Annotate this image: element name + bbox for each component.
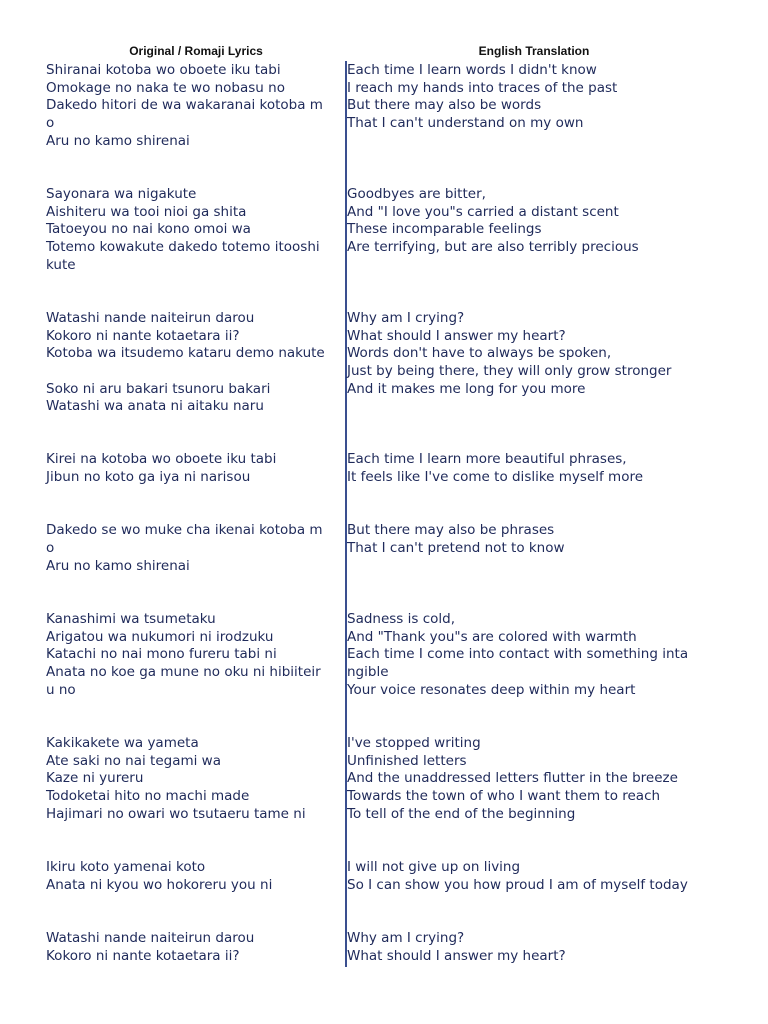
romaji-line: Ate saki no nai tegami wa (46, 753, 221, 769)
romaji-line: Watashi wa anata ni aitaku naru (46, 398, 264, 414)
romaji-line: Anata ni kyou wo hokoreru you ni (46, 877, 273, 893)
translation-line: Each time I come into contact with something inta (347, 646, 689, 662)
romaji-line: Ikiru koto yamenai koto (46, 859, 206, 875)
romaji-line: Shiranai kotoba wo oboete iku tabi (46, 62, 281, 78)
romaji-line: Sayonara wa nigakute (46, 186, 197, 202)
translation-line: So I can show you how proud I am of myself today (347, 877, 688, 893)
header-original-romaji: Original / Romaji Lyrics (129, 44, 263, 58)
romaji-line: Katachi no nai mono fureru tabi ni (46, 646, 277, 662)
romaji-line: kute (46, 257, 76, 273)
romaji-line: Soko ni aru bakari tsunoru bakari (46, 381, 271, 397)
translation-line: And "I love you"s carried a distant scent (347, 204, 619, 220)
translation-line: Sadness is cold, (347, 611, 455, 627)
romaji-line: Tatoeyou no nai kono omoi wa (46, 221, 251, 237)
translation-line: What should I answer my heart? (347, 328, 566, 344)
romaji-line: Kaze ni yureru (46, 770, 144, 786)
romaji-line: Todoketai hito no machi made (46, 788, 250, 804)
header-english-translation: English Translation (478, 44, 590, 58)
romaji-line: o (46, 115, 55, 131)
translation-line: To tell of the end of the beginning (347, 806, 576, 822)
translation-line: Why am I crying? (347, 930, 465, 946)
translation-line: Unfinished letters (347, 753, 467, 769)
translation-line: Why am I crying? (347, 310, 465, 326)
romaji-line: Kanashimi wa tsumetaku (46, 611, 216, 627)
romaji-line: Aishiteru wa tooi nioi ga shita (46, 204, 247, 220)
translation-line: Goodbyes are bitter, (347, 186, 486, 202)
romaji-line: Dakedo hitori de wa wakaranai kotoba m (46, 97, 323, 113)
translation-line: It feels like I've come to dislike myself more (347, 469, 644, 485)
translation-line: And it makes me long for you more (347, 381, 586, 397)
translation-line: Each time I learn words I didn't know (347, 62, 597, 78)
romaji-line: Omokage no naka te wo nobasu no (46, 80, 285, 96)
romaji-line: Kakikakete wa yameta (46, 735, 199, 751)
translation-line: Each time I learn more beautiful phrases, (347, 451, 627, 467)
romaji-line: Aru no kamo shirenai (46, 558, 190, 574)
romaji-line: Anata no koe ga mune no oku ni hibiiteir (46, 664, 321, 680)
romaji-line: Jibun no koto ga iya ni narisou (46, 469, 251, 485)
romaji-line: Kokoro ni nante kotaetara ii? (46, 948, 240, 964)
translation-line: But there may also be words (347, 97, 542, 113)
translation-line: Are terrifying, but are also terribly precious (347, 239, 639, 255)
romaji-line: Kirei na kotoba wo oboete iku tabi (46, 451, 277, 467)
translation-line: Towards the town of who I want them to reach (347, 788, 661, 804)
translation-line: What should I answer my heart? (347, 948, 566, 964)
translation-line: I reach my hands into traces of the past (347, 80, 618, 96)
translation-line: Just by being there, they will only grow stronger (347, 363, 672, 379)
romaji-line: o (46, 540, 55, 556)
translation-line: That I can't pretend not to know (347, 540, 565, 556)
translation-line: These incomparable feelings (347, 221, 542, 237)
translation-line: But there may also be phrases (347, 522, 555, 538)
romaji-line: u no (46, 682, 76, 698)
translation-line: Words don't have to always be spoken, (347, 345, 612, 361)
translation-line: Your voice resonates deep within my heart (347, 682, 636, 698)
romaji-line: Arigatou wa nukumori ni irodzuku (46, 629, 274, 645)
translation-line: I will not give up on living (347, 859, 521, 875)
translation-line: That I can't understand on my own (347, 115, 584, 131)
romaji-line: Watashi nande naiteirun darou (46, 930, 255, 946)
translation-line: And "Thank you"s are colored with warmth (347, 629, 637, 645)
translation-line: I've stopped writing (347, 735, 481, 751)
romaji-line: Dakedo se wo muke cha ikenai kotoba m (46, 522, 323, 538)
romaji-line: Totemo kowakute dakedo totemo itooshi (46, 239, 320, 255)
translation-line: And the unaddressed letters flutter in the breeze (347, 770, 678, 786)
romaji-line: Watashi nande naiteirun darou (46, 310, 255, 326)
romaji-line: Kotoba wa itsudemo kataru demo nakute (46, 345, 325, 361)
romaji-line: Hajimari no owari wo tsutaeru tame ni (46, 806, 306, 822)
romaji-line: Aru no kamo shirenai (46, 133, 190, 149)
romaji-line: Kokoro ni nante kotaetara ii? (46, 328, 240, 344)
translation-line: ngible (347, 664, 389, 680)
